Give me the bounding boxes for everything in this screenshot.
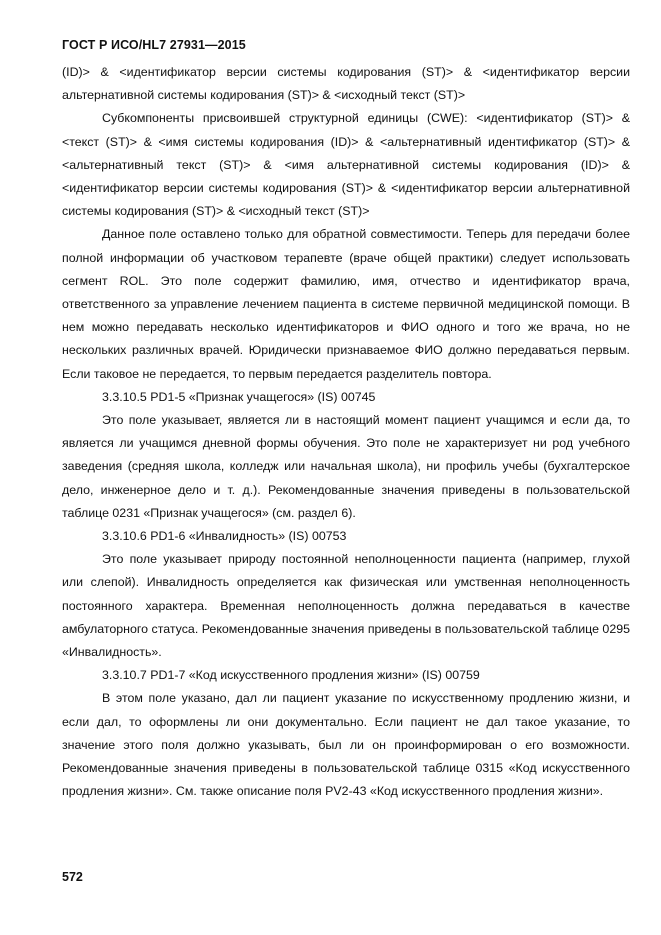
section-heading-pd1-5: 3.3.10.5 PD1-5 «Признак учащегося» (IS) 00745 <box>102 389 376 404</box>
paragraph-cwe-subcomponents: Субкомпоненты присвоившей структурной единицы (CWE): <идентификатор (ST)> & <текст (ST)> & <имя системы кодирования (ID)> & <альтернативный идентификатор (ST)> & <альтернативный текст (ST)> & <имя альтернативной системы кодирования (ID)> & <идентификатор версии системы кодирования (ST)> & <идентификатор версии альтернативной системы кодирования (ST)> & <исходный текст (ST)> <box>62 111 630 219</box>
paragraph-backward-compatibility: Данное поле оставлено только для обратной совместимости. Теперь для передачи более полной информации об участковом терапевте (враче общей практики) следует использовать сегмент ROL. Это поле содержит фамилию, имя, отчество и идентификатор врача, ответственного за управление лечением пациента в системе первичной медицинской помощи. В нем можно передавать несколько идентификаторов и ФИО одного и того же врача, но не нескольких различных врачей. Юридически признаваемое ФИО должно передаваться первым. Если таковое не передается, то первым передается разделитель повтора. <box>62 227 630 381</box>
document-standard-title: ГОСТ Р ИСО/HL7 27931—2015 <box>62 38 246 52</box>
section-heading-pd1-7: 3.3.10.7 PD1-7 «Код искусственного продления жизни» (IS) 00759 <box>102 668 480 683</box>
page-number: 572 <box>62 870 83 884</box>
paragraph-cwe-continuation: (ID)> & <идентификатор версии системы кодирования (ST)> & <идентификатор версии альтернативной системы кодирования (ST)> & <исходный текст (ST)> <box>62 65 630 103</box>
paragraph-student-indicator: Это поле указывает, является ли в настоящий момент пациент учащимся и если да, то является ли учащимся дневной формы обучения. Это поле не характеризует ни род учебного заведения (средняя школа, колледж или начальная школа), ни профиль учебы (бухгалтерское дело, инженерное дело и т. д.). Рекомендованные значения приведены в пользовательской таблице 0231 «Признак учащегося» (см. раздел 6). <box>62 413 630 520</box>
paragraph-living-will-code: В этом поле указано, дал ли пациент указание по искусственному продлению жизни, и если дал, то оформлены ли они документально. Если пациент не дал такое указание, то значение этого поля должно указывать, был ли он проинформирован о его возможности. Рекомендованные значения приведены в пользовательской таблице 0315 «Код искусственного продления жизни». См. также описание поля PV2-43 «Код искусственного продления жизни». <box>62 691 630 799</box>
section-heading-pd1-6: 3.3.10.6 PD1-6 «Инвалидность» (IS) 00753 <box>102 529 347 544</box>
paragraph-handicap: Это поле указывает природу постоянной неполноценности пациента (например, глухой или слепой). Инвалидность определяется как физическая или умственная неполноценность постоянного характера. Временная неполноценность должна передаваться в качестве амбулаторного статуса. Рекомендованные значения приведены в пользовательской таблице 0295 «Инвалидность». <box>62 552 630 660</box>
document-body <box>62 61 630 804</box>
